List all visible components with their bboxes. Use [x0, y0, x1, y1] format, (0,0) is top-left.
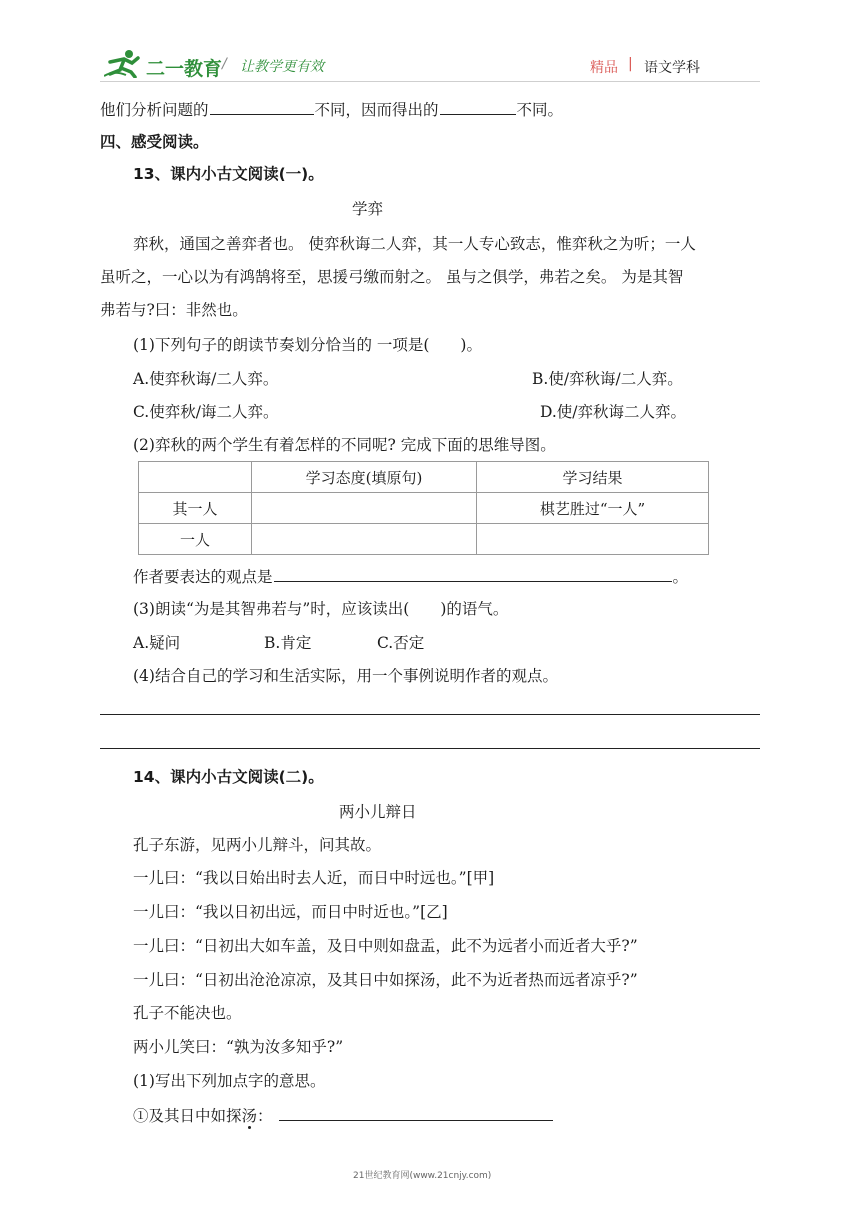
q13-option-c[interactable]: C.使弈秋/诲二人弈。 — [133, 403, 279, 421]
q13-passage-line-1: 弈秋，通国之善弈者也。 使弈秋诲二人弈，其一人专心致志，惟弈秋之为听；一人 — [133, 235, 696, 253]
q13-passage-line-3: 弗若与?曰：非然也。 — [100, 301, 248, 319]
table-row2-label: 一人 — [139, 524, 252, 555]
blank-2[interactable] — [440, 98, 516, 115]
header-separator: | — [628, 56, 633, 72]
header — [0, 0, 860, 90]
viewpoint-blank[interactable] — [274, 565, 672, 582]
blank-1[interactable] — [210, 98, 314, 115]
viewpoint-end: 。 — [672, 568, 689, 586]
q13-sub3-option-c[interactable]: C.否定 — [377, 634, 425, 652]
q13-sub3: (3)朗读“为是其智弗若与”时，应该读出( )的语气。 — [133, 600, 509, 618]
slogan: 让教学更有效 — [240, 59, 324, 75]
table-header-attitude: 学习态度(填原句) — [252, 462, 477, 493]
q13-passage-line-2: 虽听之，一心以为有鸿鹄将至，思援弓缴而射之。 虽与之俱学，弗若之矣。 为是其智 — [100, 268, 684, 286]
table-header-result: 学习结果 — [477, 462, 709, 493]
answer-line-2[interactable] — [100, 748, 760, 749]
q13-option-d[interactable]: D.使/弈秋诲二人弈。 — [540, 403, 687, 421]
table-header-empty — [139, 462, 252, 493]
page-footer: 21世纪教育网(www.21cnjy.com) — [353, 1171, 492, 1181]
q13-sub1: (1)下列句子的朗读节奏划分恰当的 一项是( )。 — [133, 336, 482, 354]
logo-text: 二一教育 — [146, 58, 223, 80]
q14-item1-colon: ： — [257, 1107, 273, 1125]
mind-map-table — [138, 461, 709, 555]
badge-premium: 精品 — [590, 60, 618, 76]
q14-sub1: (1)写出下列加点字的意思。 — [133, 1072, 326, 1090]
q14-passage-line-6: 孔子不能决也。 — [133, 1004, 242, 1022]
q13-option-b[interactable]: B.使/弈秋诲/二人弈。 — [532, 370, 683, 388]
header-rule — [100, 81, 760, 82]
q14-passage-line-5: 一儿曰：“日初出沧沧凉凉，及其日中如探汤，此不为近者热而远者凉乎?” — [133, 971, 638, 989]
q14-passage-line-2: 一儿曰：“我以日始出时去人近，而日中时远也。”[甲] — [133, 869, 495, 887]
top-line-part2: 不同，因而得出的 — [314, 101, 439, 119]
viewpoint-label: 作者要表达的观点是 — [133, 568, 273, 586]
q14-passage-line-3: 一儿曰：“我以日初出远，而日中时近也。”[乙] — [133, 903, 448, 921]
top-line — [100, 98, 563, 120]
q13-sub4: (4)结合自己的学习和生活实际，用一个事例说明作者的观点。 — [133, 667, 558, 685]
viewpoint-line — [133, 565, 688, 587]
q13-passage-title: 学弈 — [352, 200, 384, 218]
section4-title: 四、感受阅读。 — [100, 133, 209, 151]
q13-option-a[interactable]: A.使弈秋诲/二人弈。 — [133, 370, 279, 388]
table-row1-result: 棋艺胜过“一人” — [477, 493, 709, 524]
q13-sub3-option-b[interactable]: B.肯定 — [264, 634, 312, 652]
q14-title: 14、课内小古文阅读(二)。 — [133, 768, 324, 786]
q14-passage-title: 两小儿辩日 — [339, 803, 417, 821]
top-line-part3: 不同。 — [516, 101, 564, 119]
table-row2-attitude-cell[interactable] — [252, 524, 477, 555]
table-row1-attitude-cell[interactable] — [252, 493, 477, 524]
q13-title: 13、课内小古文阅读(一)。 — [133, 165, 324, 183]
q14-item1-prefix: ①及其日中如探 — [133, 1107, 242, 1125]
answer-line-1[interactable] — [100, 714, 760, 715]
top-line-part1: 他们分析问题的 — [100, 101, 209, 119]
q13-sub3-option-a[interactable]: A.疑问 — [133, 634, 181, 652]
divider-slash: / — [222, 56, 227, 72]
q14-passage-line-1: 孔子东游，见两小儿辩斗，问其故。 — [133, 836, 382, 854]
q14-passage-line-7: 两小儿笑曰：“孰为汝多知乎?” — [133, 1038, 344, 1056]
q14-passage-line-4: 一儿曰：“日初出大如车盖，及日中则如盘盂，此不为远者小而近者大乎?” — [133, 937, 638, 955]
table-row2-result-cell[interactable] — [477, 524, 709, 555]
q14-item1-dotted-char: 汤 — [241, 1107, 258, 1125]
subject-label: 语文学科 — [644, 60, 700, 76]
q14-item1-blank[interactable] — [279, 1104, 553, 1121]
q13-sub2: (2)弈秋的两个学生有着怎样的不同呢? 完成下面的思维导图。 — [133, 436, 556, 454]
runner-logo-icon — [104, 48, 144, 78]
table-row1-label: 其一人 — [139, 493, 252, 524]
q14-item1 — [133, 1104, 554, 1126]
